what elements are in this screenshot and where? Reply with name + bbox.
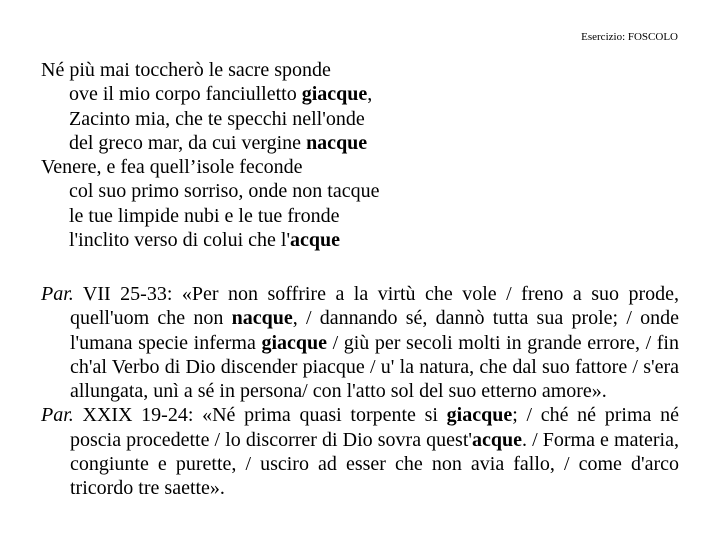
poem-line <box>41 179 681 203</box>
reference-label: Par. <box>41 283 74 305</box>
paradiso-reference <box>41 403 679 500</box>
reference-label: Par. <box>41 404 74 427</box>
poem-line <box>41 228 681 252</box>
verse-text: del greco mar, da cui vergine <box>69 131 307 154</box>
rhyme-word: nacque <box>306 131 368 154</box>
quote-text: / giù per secoli molti in grande errore, / fin ch'al Verbo di Dio discender piacque / u' la natura, che dal suo fattore / s'era allungata, unì a sé in persona/ con l'atto sol del suo etterno amore». <box>70 331 679 403</box>
poem-line <box>41 82 681 106</box>
rhyme-word: acque <box>290 229 341 252</box>
verse-text: Venere, e fea quell’isole feconde <box>41 156 303 179</box>
quote-text: . / Forma e materia, congiunte e purette, / usciro ad esser che non avia fallo, / come d'arco tricordo tre saette». <box>70 428 679 500</box>
rhyme-word: nacque <box>231 307 293 330</box>
sonnet-text <box>41 58 681 252</box>
rhyme-word: acque <box>472 428 522 451</box>
quote-text: XXIX 19-24: «Né prima quasi torpente si <box>73 404 447 427</box>
exercise-header: Esercizio: FOSCOLO <box>581 31 678 43</box>
poem-line <box>41 107 681 131</box>
quote-text: ; / ché né prima né poscia procedette / lo discorrer di Dio sovra quest' <box>70 404 679 451</box>
poem-line <box>41 204 681 228</box>
rhyme-word: giacque <box>261 331 327 354</box>
verse-text: l'inclito verso di colui che l' <box>69 229 291 252</box>
commentary-notes <box>41 282 679 501</box>
quote-text: VII 25-33: «Per non soffrire a la virtù che vole / freno a suo prode, quell'uom che non <box>70 283 679 330</box>
poem-line <box>41 155 681 179</box>
poem-line <box>41 58 681 82</box>
paradiso-reference <box>41 282 679 403</box>
rhyme-word: giacque <box>301 83 368 106</box>
verse-text: Zacinto mia, che te specchi nell'onde <box>69 107 365 130</box>
rhyme-word: giacque <box>446 404 513 427</box>
verse-text: le tue limpide nubi e le tue fronde <box>69 204 340 227</box>
verse-text: col suo primo sorriso, onde non tacque <box>69 180 380 203</box>
poem-line <box>41 131 681 155</box>
quote-text: , / dannando sé, dannò tutta sua prole; / onde l'umana specie inferma <box>70 307 680 354</box>
verse-text: ove il mio corpo fanciulletto <box>69 83 302 106</box>
verse-text: Né più mai toccherò le sacre sponde <box>41 59 331 81</box>
verse-text: , <box>367 83 373 106</box>
